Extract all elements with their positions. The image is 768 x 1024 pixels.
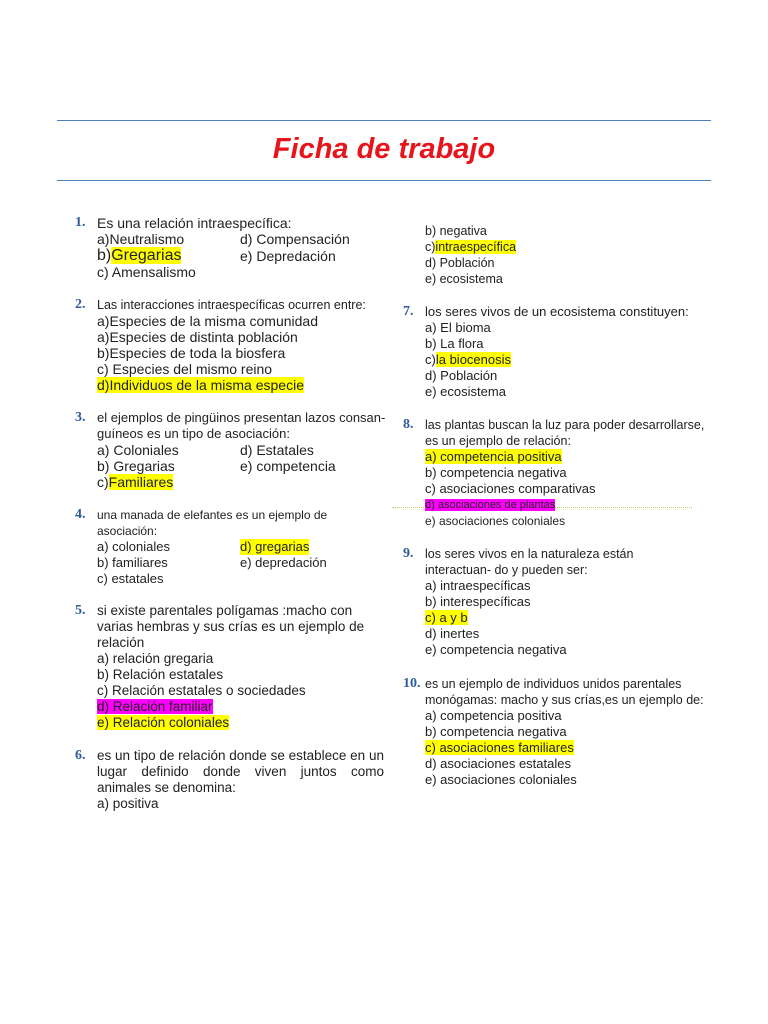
top-rule	[57, 120, 711, 121]
option-c: c)intraespecífica	[425, 240, 517, 254]
option-b: b) negativa	[425, 224, 487, 238]
option-a: a) competencia positiva	[425, 449, 562, 464]
question-number: 3.	[75, 410, 86, 425]
option-d: d) gregarias	[240, 539, 310, 554]
question-number: 1.	[75, 215, 86, 230]
option-a: a) positiva	[97, 796, 159, 811]
question-stem: el ejemplos de pingüinos presentan lazos consan- guíneos es un tipo de asociación:	[97, 410, 386, 441]
option-b: b) Relación estatales	[97, 667, 224, 682]
option-d: d) asociaciones de plantas	[425, 499, 556, 511]
option-a: a) coloniales	[97, 539, 170, 554]
option-c: c) asociaciones familiares	[425, 740, 574, 755]
question-stem: los seres vivos en la naturaleza están interactuan- do y pueden ser:	[425, 547, 634, 577]
question-number: 8.	[403, 417, 414, 432]
question-number: 9.	[403, 546, 414, 561]
option-e: e) depredación	[240, 555, 327, 570]
option-a: a) competencia positiva	[425, 708, 562, 723]
option-a: a) intraespecíficas	[425, 578, 531, 593]
question-stem: los seres vivos de un ecosistema constituyen:	[425, 304, 689, 319]
option-d: d) Población	[425, 368, 498, 383]
question-number: 7.	[403, 304, 414, 319]
option-b: b)Gregarias	[97, 247, 182, 264]
question-stem: es un ejemplo de individuos unidos parentales monógamas: macho y sus crías,es un ejemplo de:	[425, 677, 704, 707]
question-stem: Es una relación intraespecífica:	[97, 215, 292, 231]
bottom-rule	[57, 180, 711, 181]
option-c: c) Amensalismo	[97, 264, 196, 280]
option-c: c) Familiares	[97, 474, 174, 490]
answer-highlight: intraespecífica	[435, 240, 517, 254]
option-e: e) ecosistema	[425, 384, 506, 399]
option-b: b) interespecíficas	[425, 594, 531, 609]
option-e: e) competencia	[240, 458, 336, 474]
question-stem: una manada de elefantes es un ejemplo de asociación:	[97, 508, 328, 538]
option-a: a) relación gregaria	[97, 651, 214, 666]
option-d: d) asociaciones estatales	[425, 756, 571, 771]
question-6-continued	[425, 223, 725, 287]
option-e: e) asociaciones coloniales	[425, 514, 566, 528]
question-stem: Las interacciones intraespecíficas ocurren entre:	[97, 298, 366, 312]
option-e: e) Depredación	[240, 248, 336, 264]
option-c: c)la biocenosis	[425, 352, 511, 367]
option-d: d) inertes	[425, 626, 480, 641]
option-c: c) Relación estatales o sociedades	[97, 683, 306, 698]
option-c: c) a y b	[425, 610, 468, 625]
answer-highlight: la biocenosis	[435, 352, 511, 367]
option-d: d) Relación familiar	[97, 699, 213, 714]
question-number: 10.	[403, 676, 421, 691]
option-d: d) Población	[425, 256, 495, 270]
option-a: a) El bioma	[425, 320, 491, 335]
option-d: d) Estatales	[240, 442, 314, 458]
option-e: e) competencia negativa	[425, 642, 567, 657]
option-b: b) Gregarias	[97, 458, 175, 474]
option-d: d) Compensación	[240, 231, 350, 247]
option-a-2: a)Especies de distinta población	[97, 329, 298, 345]
option-e: e) ecosistema	[425, 272, 503, 286]
option-c: c) estatales	[97, 571, 164, 586]
option-c: c) asociaciones comparativas	[425, 481, 596, 496]
question-number: 4.	[75, 507, 86, 522]
option-b: b)Especies de toda la biosfera	[97, 345, 286, 361]
question-stem: es un tipo de relación donde se establece en un lugar definido donde viven juntos como animales se denomina:	[97, 748, 384, 795]
option-a: a)Neutralismo	[97, 231, 185, 247]
question-stem: las plantas buscan la luz para poder desarrollarse, es un ejemplo de relación:	[425, 418, 705, 448]
answer-highlight: Familiares	[108, 474, 174, 490]
option-b: b) competencia negativa	[425, 724, 567, 739]
option-b: b) familiares	[97, 555, 168, 570]
option-a: a)Especies de la misma comunidad	[97, 313, 318, 329]
answer-highlight: Gregarias	[111, 247, 182, 264]
option-a: a) Coloniales	[97, 442, 179, 458]
question-number: 6.	[75, 748, 86, 763]
option-b: b) competencia negativa	[425, 465, 567, 480]
page-title: Ficha de trabajo	[272, 133, 496, 165]
option-e: e) Relación coloniales	[97, 715, 230, 730]
question-number: 5.	[75, 603, 86, 618]
question-stem: si existe parentales polígamas :macho con varias hembras y sus crías es un ejemplo de relación	[97, 603, 365, 650]
option-c: c) Especies del mismo reino	[97, 361, 273, 377]
option-b: b) La flora	[425, 336, 484, 351]
question-number: 2.	[75, 297, 86, 312]
option-d: d)Individuos de la misma especie	[97, 377, 304, 393]
option-e: e) asociaciones coloniales	[425, 772, 577, 787]
